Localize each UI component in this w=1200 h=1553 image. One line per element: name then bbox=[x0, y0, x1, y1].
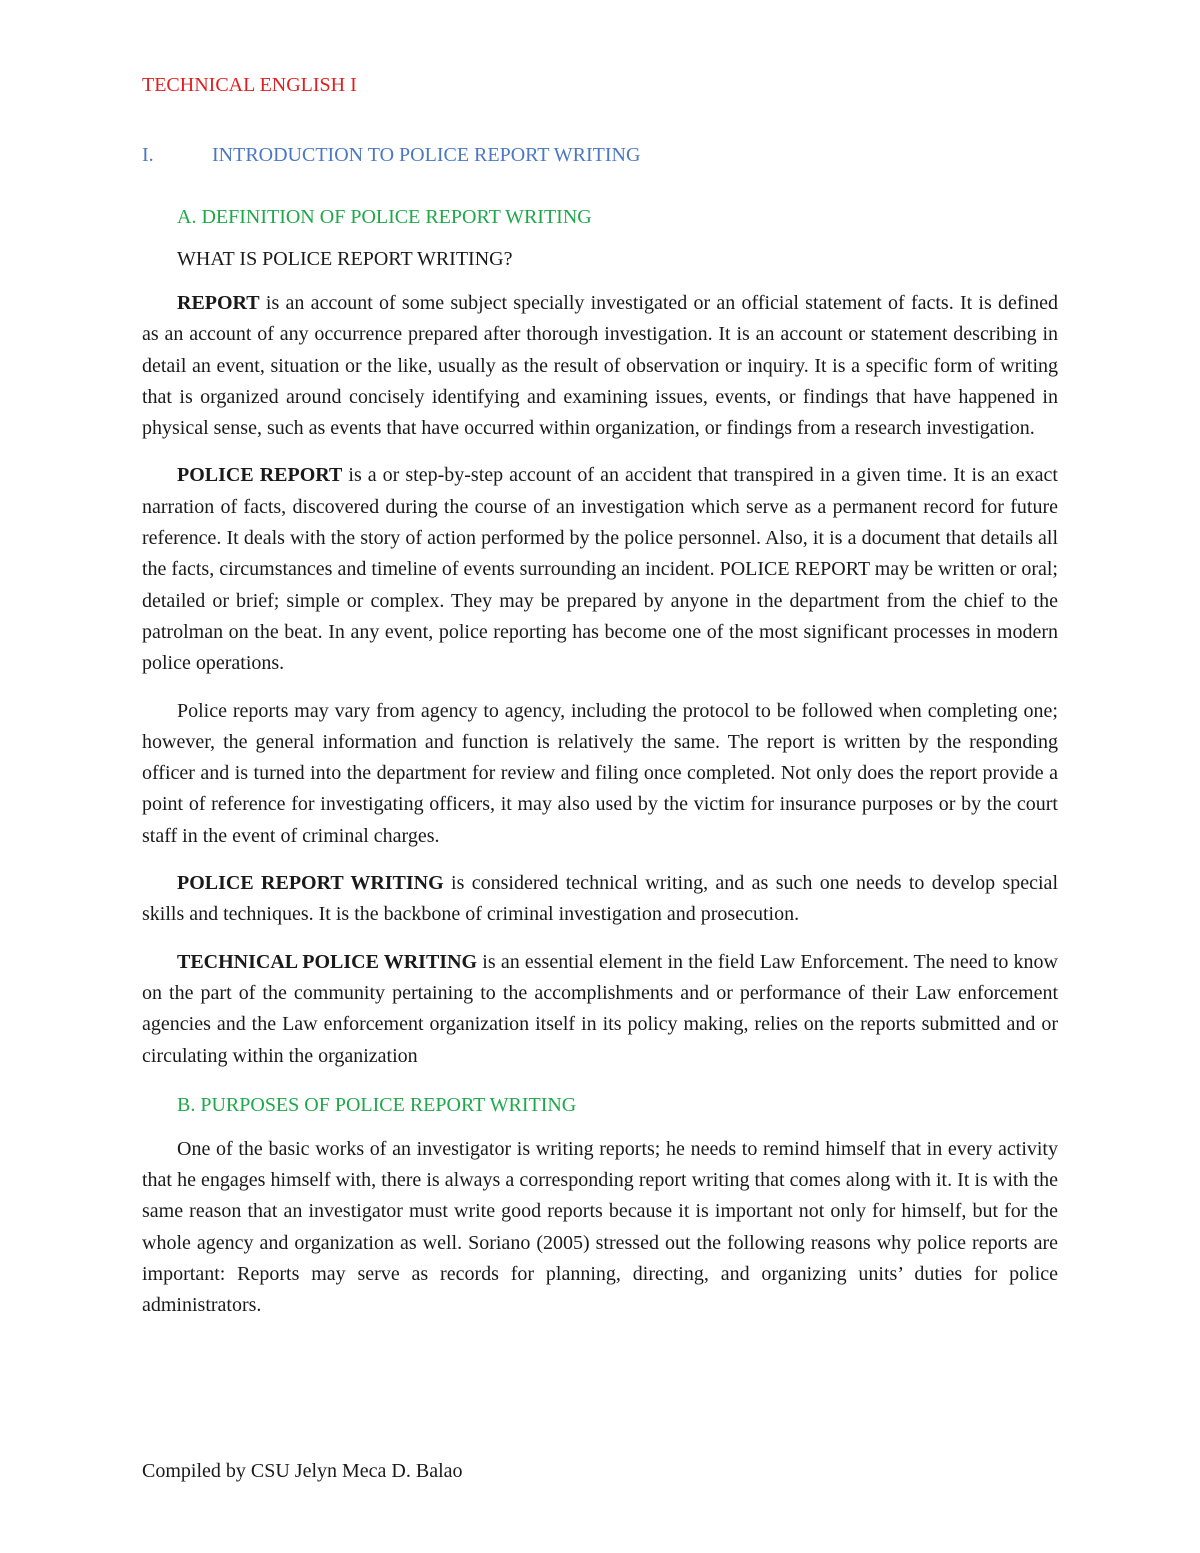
section-number: I. bbox=[142, 144, 154, 166]
paragraph-police-report-writing-text: is considered technical writing, and as such one needs to develop special skills and techniques. It is the backbone of criminal investigation and prosecution. bbox=[142, 872, 1058, 926]
paragraph-agency-variation: Police reports may vary from agency to agency, including the protocol to be followed when completing one; however, the general information and function is relatively the same. The report is written by the responding officer and is turned into the department for review and filing once completed. Not only does the report provide a point of reference for investigating officers, it may also used by the victim for insurance purposes or by the court staff in the event of criminal charges. bbox=[142, 699, 1058, 847]
question-line: WHAT IS POLICE REPORT WRITING? bbox=[177, 248, 513, 270]
subheading-purposes: B. PURPOSES OF POLICE REPORT WRITING bbox=[177, 1093, 577, 1116]
term-report: REPORT bbox=[177, 292, 260, 314]
paragraph-report-text: is an account of some subject specially investigated or an official statement of facts. It is defined as an account of any occurrence prepared after thorough investigation. It is an account or statement describing in detail an event, situation or the like, usually as the result of observation or inquiry. It is a specific form of writing that is organized around concisely identifying and examining issues, events, or findings that have happened in physical sense, such as events that have occurred within organization, or findings from a research investigation. bbox=[142, 292, 1058, 440]
paragraph-police-report-writing bbox=[142, 868, 1058, 931]
paragraph-police-report bbox=[142, 460, 1058, 679]
document-title: TECHNICAL ENGLISH I bbox=[142, 74, 357, 96]
paragraph-technical-police-writing bbox=[142, 947, 1058, 1072]
paragraph-report bbox=[142, 288, 1058, 444]
subheading-definition: A. DEFINITION OF POLICE REPORT WRITING bbox=[177, 206, 592, 228]
section-title: INTRODUCTION TO POLICE REPORT WRITING bbox=[212, 144, 641, 166]
term-technical-police-writing: TECHNICAL POLICE WRITING bbox=[177, 950, 478, 973]
paragraph-technical-police-writing-text: is an essential element in the field Law Enforcement. The need to know on the part of the community pertaining to the accomplishments and or performance of their Law enforcement agencies and the Law enforcement organization itself in its policy making, relies on the reports submitted and or circulating within the organization bbox=[142, 950, 1058, 1067]
paragraph-police-report-text: is a or step-by-step account of an accident that transpired in a given time. It is an exact narration of facts, discovered during the course of an investigation which serve as a permanent record for future reference. It deals with the story of action performed by the police personnel. Also, it is a document that details all the facts, circumstances and timeline of events surrounding an incident. POLICE REPORT may be written or oral; detailed or brief; simple or complex. They may be prepared by anyone in the department from the chief to the patrolman on the beat. In any event, police reporting has become one of the most significant processes in modern police operations. bbox=[142, 464, 1058, 675]
term-police-report-writing: POLICE REPORT WRITING bbox=[177, 872, 444, 895]
section-heading bbox=[142, 142, 1058, 168]
paragraph-purposes: One of the basic works of an investigator is writing reports; he needs to remind himself that in every activity that he engages himself with, there is always a corresponding report writing that comes along with it. It is with the same reason that an investigator must write good reports because it is important not only for himself, but for the whole agency and organization as well. Soriano (2005) stressed out the following reasons why police reports are important: Reports may serve as records for planning, directing, and organizing units’ duties for police administrators. bbox=[142, 1137, 1058, 1317]
footer-credit: Compiled by CSU Jelyn Meca D. Balao bbox=[142, 1460, 463, 1482]
term-police-report: POLICE REPORT bbox=[177, 464, 343, 487]
